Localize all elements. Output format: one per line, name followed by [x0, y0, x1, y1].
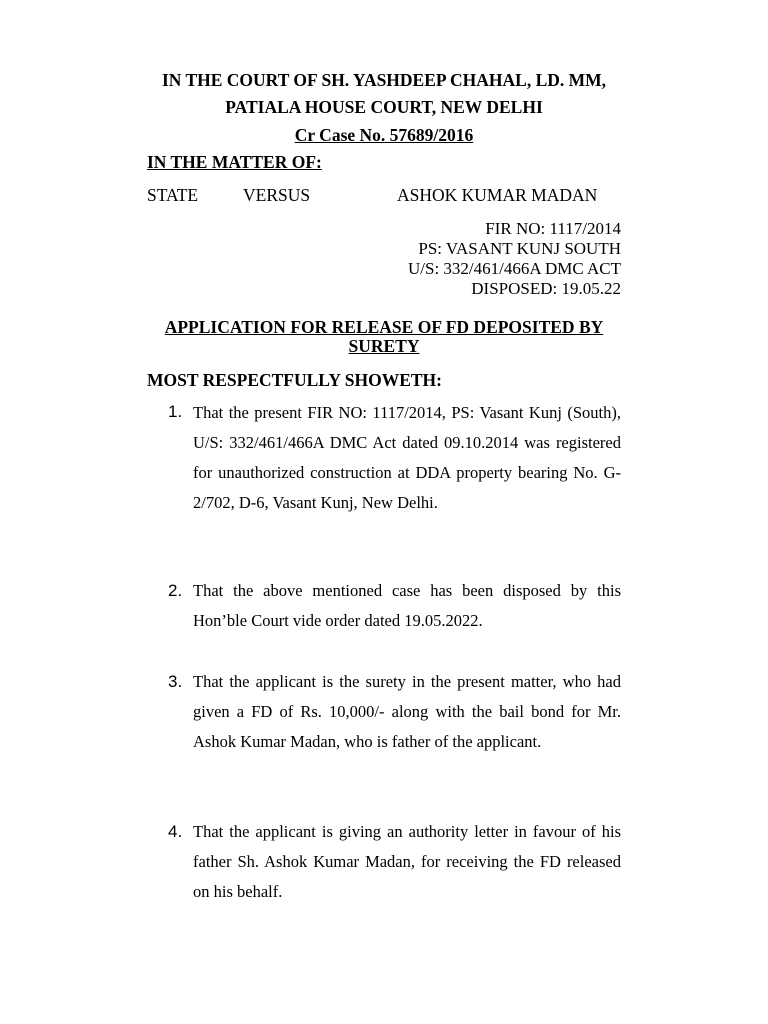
court-venue-heading: PATIALA HOUSE COURT, NEW DELHI — [225, 97, 543, 117]
paragraph-number: 3. — [168, 672, 183, 691]
police-station: PS: VASANT KUNJ SOUTH — [418, 239, 621, 258]
application-title: APPLICATION FOR RELEASE OF FD DEPOSITED BY SURETY — [164, 317, 604, 356]
sections: U/S: 332/461/466A DMC ACT — [407, 259, 621, 278]
paragraph-text: That the applicant is the surety in the present matter, who had given a FD of Rs. 10,000/- along with the bail bond for Mr. Ashok Kumar Madan, who is father of the applicant. — [193, 672, 621, 751]
party-prosecution: STATE — [147, 185, 199, 205]
case-details-block — [408, 219, 621, 299]
fir-number: FIR NO: 1117/2014 — [485, 219, 621, 238]
paragraph-number: 2. — [168, 581, 183, 600]
matter-heading: IN THE MATTER OF: — [147, 152, 322, 172]
court-name-heading: IN THE COURT OF SH. YASHDEEP CHAHAL, LD. MM, — [161, 70, 607, 90]
disposed-date: DISPOSED: 19.05.22 — [471, 279, 621, 298]
party-versus: VERSUS — [243, 185, 311, 205]
paragraph-number: 1. — [168, 402, 183, 421]
paragraph-text: That the applicant is giving an authority letter in favour of his father Sh. Ashok Kumar Madan, for receiving the FD released on his behalf. — [193, 822, 621, 901]
case-number-heading: Cr Case No. 57689/2016 — [294, 125, 474, 145]
showeth-heading: MOST RESPECTFULLY SHOWETH: — [147, 370, 442, 390]
party-accused: ASHOK KUMAR MADAN — [397, 185, 598, 205]
paragraph-text: That the above mentioned case has been disposed by this Hon’ble Court vide order dated 19.05.2022. — [193, 581, 621, 630]
paragraph-number: 4. — [168, 822, 183, 841]
paragraph-text: That the present FIR NO: 1117/2014, PS: Vasant Kunj (South), U/S: 332/461/466A DMC Act dated 09.10.2014 was registered for unauthorized construction at DDA property bearing No. G-2/702, D-6, Vasant Kunj, New Delhi. — [193, 403, 621, 512]
